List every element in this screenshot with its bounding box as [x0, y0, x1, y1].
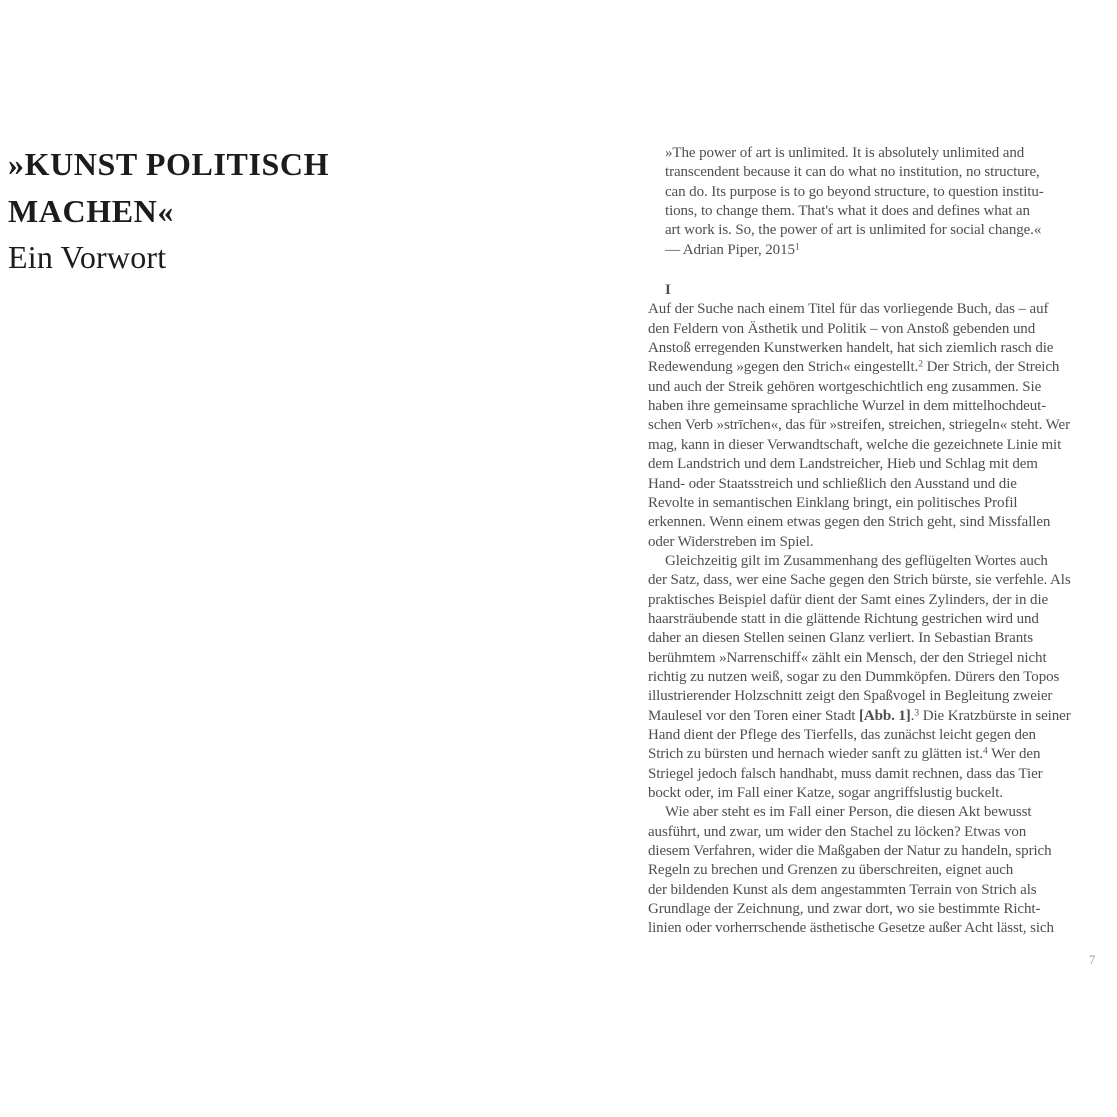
text-line: »The power of art is unlimited. It is absolutely unlimited and [665, 145, 1025, 161]
section-number-marker: I [665, 282, 671, 299]
text-line: berühmtem »Narrenschiff« zählt ein Mensch, der den Striegel nicht [648, 649, 1047, 666]
page-number: 7 [1089, 953, 1096, 967]
text-line: dem Landstrich und dem Landstreicher, Hieb und Schlag mit dem [648, 456, 1038, 473]
text-line: praktisches Beispiel dafür dient der Samt eines Zylinders, der in die [648, 591, 1049, 608]
text-line: linien oder vorherrschende ästhetische Gesetze außer Acht lässt, sich [648, 920, 1054, 937]
text-line: Revolte in semantischen Einklang bringt, ein politisches Profil [648, 494, 1018, 511]
text-line: diesem Verfahren, wider die Maßgaben der Natur zu handeln, sprich [648, 843, 1052, 860]
text-line: Hand- oder Staatsstreich und schließlich den Ausstand und die [648, 475, 1017, 492]
body-text [648, 300, 1114, 938]
text-line: art work is. So, the power of art is unlimited for social change.« [665, 222, 1042, 239]
text-line: Auf der Suche nach einem Titel für das vorliegende Buch, das – auf [648, 301, 1049, 318]
text-line: erkennen. Wenn einem etwas gegen den Strich geht, sind Missfallen [648, 514, 1051, 531]
text-line: haben ihre gemeinsame sprachliche Wurzel in dem mittelhochdeut- [648, 398, 1047, 415]
text-line: Maulesel vor den Toren einer Stadt [Abb. 1].$^3$ Die Kratzbürste in seiner [648, 707, 1071, 724]
text-line: richtig zu nutzen weiß, sogar zu den Dummköpfen. Dürers den Topos [648, 668, 1060, 685]
text-line: Striegel jedoch falsch handhabt, muss damit rechnen, dass das Tier [648, 765, 1043, 782]
paragraph [648, 803, 1114, 938]
text-line: haarsträubende statt in die glättende Richtung gestrichen wird und [648, 610, 1039, 627]
text-line: Strich zu bürsten und hernach wieder sanft zu glätten ist.$^4$ Wer den [648, 746, 1041, 763]
text-line: Anstoß erregenden Kunstwerken handelt, hat sich ziemlich rasch die [648, 340, 1054, 357]
text-line: den Feldern von Ästhetik und Politik – von Anstoß gebenden und [648, 320, 1036, 337]
text-line: can do. Its purpose is to go beyond structure, to question institu- [665, 183, 1044, 200]
text-line: Grundlage der Zeichnung, und zwar dort, wo sie bestimmte Richt- [648, 901, 1041, 918]
text-line: illustrierender Holzschnitt zeigt den Spaßvogel in Begleitung zweier [648, 688, 1053, 705]
text-line: der Satz, dass, wer eine Sache gegen den Strich bürste, sie verfehle. Als [648, 572, 1071, 589]
text-line: schen Verb »strīchen«, das für »streifen, streichen, striegeln« steht. Wer [648, 417, 1070, 434]
chapter-title-line-1: »KUNST POLITISCH [8, 146, 330, 182]
text-line: daher an diesen Stellen seinen Glanz verliert. In Sebastian Brants [648, 630, 1033, 647]
text-line: ausführt, und zwar, um wider den Stachel zu löcken? Etwas von [648, 823, 1027, 840]
text-line: mag, kann in dieser Verwandtschaft, welche die gezeichnete Linie mit [648, 436, 1062, 453]
text-line: Gleichzeitig gilt im Zusammenhang des geflügelten Wortes auch [665, 552, 1048, 569]
text-line: tions, to change them. That's what it does and defines what an [665, 203, 1030, 220]
text-line: transcendent because it can do what no institution, no structure, [665, 164, 1040, 181]
text-line: — Adrian Piper, 2015$^1$ [665, 241, 800, 258]
text-line: Regeln zu brechen und Grenzen zu überschreiten, eignet auch [648, 862, 1014, 879]
text-column [648, 144, 1114, 939]
chapter-title-block [8, 141, 329, 280]
text-line: Redewendung »gegen den Strich« eingestellt.$^2$ Der Strich, der Streich [648, 359, 1060, 376]
text-line: oder Widerstreben im Spiel. [648, 533, 814, 550]
chapter-title [8, 141, 329, 235]
text-line: und auch der Streik gehören wortgeschichtlich eng zusammen. Sie [648, 378, 1042, 395]
text-line: Hand dient der Pflege des Tierfells, das zunächst leicht gegen den [648, 726, 1036, 743]
text-line: Wie aber steht es im Fall einer Person, die diesen Akt bewusst [665, 804, 1032, 821]
epigraph-quote [665, 144, 1114, 260]
paragraph [648, 552, 1114, 803]
chapter-title-line-2: MACHEN« [8, 193, 174, 229]
chapter-subtitle: Ein Vorwort [8, 239, 167, 275]
text-line: bockt oder, im Fall einer Katze, sogar angriffslustig buckelt. [648, 785, 1003, 801]
text-line: der bildenden Kunst als dem angestammten Terrain von Strich als [648, 881, 1037, 898]
paragraph [648, 300, 1114, 551]
